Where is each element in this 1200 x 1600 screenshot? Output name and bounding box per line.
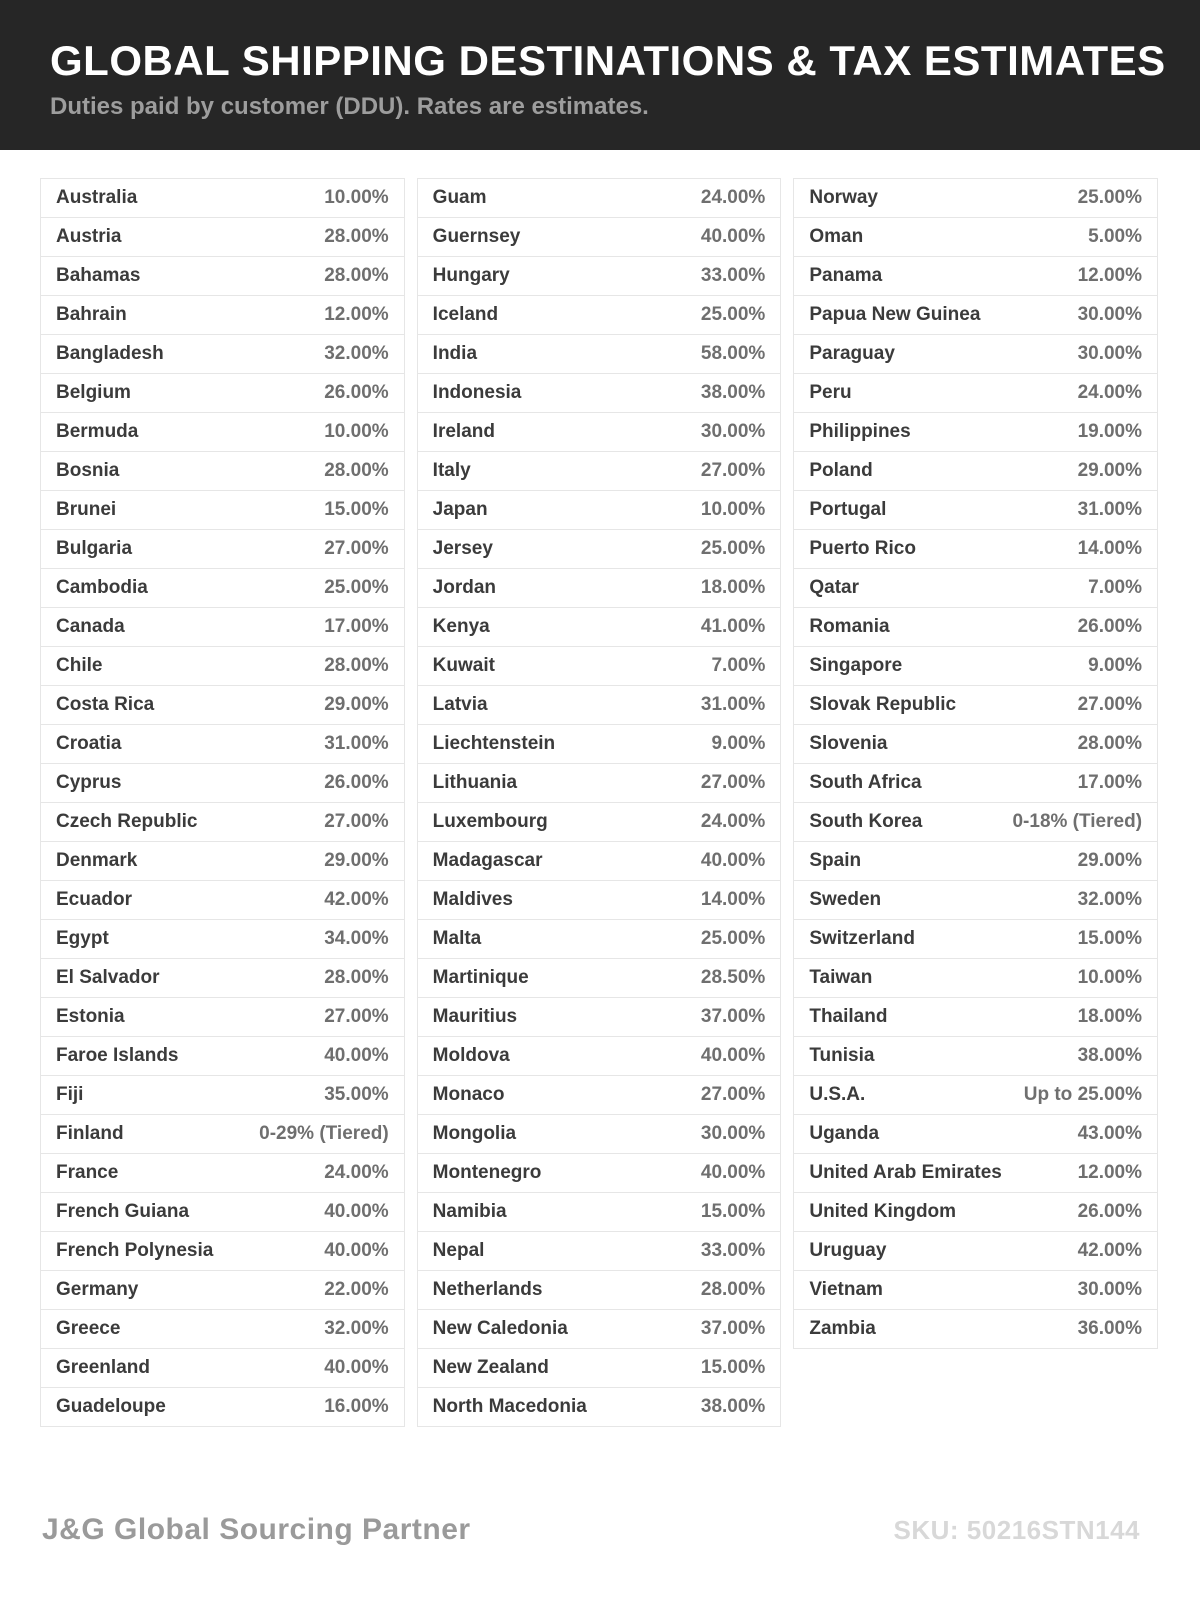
table-row — [793, 997, 1158, 1037]
table-row — [417, 1075, 782, 1115]
table-row — [417, 1387, 782, 1427]
tax-rate: 24.00% — [1077, 382, 1143, 403]
country-name: Estonia — [56, 1006, 125, 1027]
table-row — [793, 178, 1158, 218]
country-name: Paraguay — [809, 343, 895, 364]
table-row — [793, 1309, 1158, 1349]
country-name: Lithuania — [432, 772, 518, 793]
country-name: Egypt — [56, 928, 109, 949]
country-name: Australia — [56, 187, 138, 208]
table-row — [417, 412, 782, 452]
country-name: Philippines — [809, 421, 911, 442]
country-name: Peru — [809, 382, 852, 403]
table-row — [417, 1309, 782, 1349]
country-name: Slovak Republic — [809, 694, 957, 715]
tax-rate: 24.00% — [700, 187, 766, 208]
country-name: Brunei — [56, 499, 117, 520]
tax-rate: 32.00% — [324, 1318, 389, 1339]
table-row — [417, 295, 782, 335]
country-name: Taiwan — [809, 967, 873, 988]
tax-rate: 17.00% — [1077, 772, 1143, 793]
tax-rate: 42.00% — [1077, 1240, 1143, 1261]
tax-rate: 12.00% — [1077, 265, 1143, 286]
table-row — [40, 1192, 405, 1232]
country-name: New Zealand — [432, 1357, 549, 1378]
tax-rate: 24.00% — [324, 1162, 389, 1183]
country-name: Guernsey — [432, 226, 521, 247]
table-row — [793, 880, 1158, 920]
tax-rate: 27.00% — [1077, 694, 1143, 715]
table-row — [417, 1114, 782, 1154]
country-name: Iceland — [432, 304, 499, 325]
table-row — [40, 1348, 405, 1388]
table-row — [40, 256, 405, 296]
country-name: Guadeloupe — [56, 1396, 166, 1417]
country-name: South Korea — [809, 811, 923, 832]
table-row — [40, 724, 405, 764]
country-name: Norway — [809, 187, 878, 208]
country-name: Mongolia — [432, 1123, 517, 1144]
country-name: Italy — [432, 460, 471, 481]
country-name: Vietnam — [809, 1279, 883, 1300]
tax-rate: 24.00% — [700, 811, 766, 832]
country-name: France — [56, 1162, 119, 1183]
country-name: United Arab Emirates — [809, 1162, 1002, 1183]
tax-rate: 10.00% — [324, 187, 389, 208]
table-row — [417, 1231, 782, 1271]
rates-grid — [40, 178, 1158, 1427]
tax-rate: 29.00% — [1077, 460, 1143, 481]
tax-rate: 40.00% — [324, 1201, 389, 1222]
tax-rate: 17.00% — [324, 616, 389, 637]
tax-rate: 28.00% — [324, 967, 389, 988]
country-name: Faroe Islands — [56, 1045, 179, 1066]
tax-rate: 18.00% — [1077, 1006, 1143, 1027]
table-row — [417, 1153, 782, 1193]
table-row — [793, 451, 1158, 491]
table-row — [793, 958, 1158, 998]
country-name: Ireland — [432, 421, 495, 442]
country-name: Hungary — [432, 265, 510, 286]
country-name: Singapore — [809, 655, 903, 676]
table-row — [793, 802, 1158, 842]
table-row — [793, 841, 1158, 881]
tax-rate: 29.00% — [1077, 850, 1143, 871]
table-row — [417, 685, 782, 725]
table-row — [793, 1153, 1158, 1193]
country-name: Malta — [432, 928, 482, 949]
country-name: Bulgaria — [56, 538, 133, 559]
table-row — [417, 763, 782, 803]
table-row — [40, 607, 405, 647]
tax-rate: 15.00% — [700, 1357, 766, 1378]
country-name: Denmark — [56, 850, 138, 871]
country-name: Fiji — [56, 1084, 84, 1105]
table-row — [793, 763, 1158, 803]
country-name: Cambodia — [56, 577, 148, 598]
tax-rate: 10.00% — [700, 499, 766, 520]
tax-rate: 58.00% — [700, 343, 766, 364]
footer — [42, 1513, 1140, 1547]
tax-rate: 43.00% — [1077, 1123, 1143, 1144]
tax-rate: 40.00% — [324, 1357, 389, 1378]
country-name: Mauritius — [432, 1006, 518, 1027]
table-row — [40, 1231, 405, 1271]
table-row — [793, 295, 1158, 335]
country-name: Papua New Guinea — [809, 304, 981, 325]
table-row — [40, 1114, 405, 1154]
rates-column-1 — [40, 178, 405, 1427]
country-name: Luxembourg — [432, 811, 548, 832]
tax-rate: 19.00% — [1077, 421, 1143, 442]
table-row — [40, 217, 405, 257]
country-name: Thailand — [809, 1006, 888, 1027]
tax-rate: 28.00% — [700, 1279, 766, 1300]
table-row — [40, 1309, 405, 1349]
table-row — [793, 1075, 1158, 1115]
tax-rate: 26.00% — [324, 772, 389, 793]
tax-rate: 35.00% — [324, 1084, 389, 1105]
tax-rate: 15.00% — [324, 499, 389, 520]
tax-rate: 25.00% — [1077, 187, 1143, 208]
tax-rate: 7.00% — [711, 655, 766, 676]
country-name: Uruguay — [809, 1240, 887, 1261]
country-name: Monaco — [432, 1084, 505, 1105]
table-row — [40, 1387, 405, 1427]
tax-rate: 26.00% — [1077, 616, 1143, 637]
country-name: Bahamas — [56, 265, 141, 286]
country-name: Moldova — [432, 1045, 510, 1066]
country-name: Belgium — [56, 382, 131, 403]
country-name: Canada — [56, 616, 125, 637]
country-name: Bosnia — [56, 460, 120, 481]
tax-rate: 37.00% — [700, 1006, 766, 1027]
table-row — [40, 958, 405, 998]
tax-rate: 28.00% — [1077, 733, 1143, 754]
tax-rate: 34.00% — [324, 928, 389, 949]
table-row — [40, 490, 405, 530]
country-name: United Kingdom — [809, 1201, 957, 1222]
tax-rate: 28.00% — [324, 460, 389, 481]
country-name: Bermuda — [56, 421, 139, 442]
table-row — [40, 880, 405, 920]
tax-rate: 40.00% — [324, 1240, 389, 1261]
tax-rate: 38.00% — [700, 1396, 766, 1417]
table-row — [793, 724, 1158, 764]
country-name: Jersey — [432, 538, 493, 559]
table-row — [417, 997, 782, 1037]
table-row — [417, 607, 782, 647]
table-row — [793, 529, 1158, 569]
page-title: GLOBAL SHIPPING DESTINATIONS & TAX ESTIMATES — [50, 37, 1166, 84]
table-row — [793, 919, 1158, 959]
tax-rate: 31.00% — [1077, 499, 1143, 520]
tax-rate: 9.00% — [711, 733, 766, 754]
tax-rate: 40.00% — [700, 226, 766, 247]
table-row — [793, 607, 1158, 647]
tax-rate: 0-29% (Tiered) — [259, 1123, 389, 1144]
country-name: Sweden — [809, 889, 882, 910]
tax-rate: 31.00% — [700, 694, 766, 715]
tax-rate: 9.00% — [1088, 655, 1143, 676]
table-row — [793, 685, 1158, 725]
table-row — [40, 763, 405, 803]
country-name: Ecuador — [56, 889, 133, 910]
country-name: French Polynesia — [56, 1240, 214, 1261]
table-row — [417, 256, 782, 296]
tax-rate: 26.00% — [324, 382, 389, 403]
tax-rate: 14.00% — [700, 889, 766, 910]
table-row — [40, 646, 405, 686]
table-row — [417, 568, 782, 608]
tax-rate: 22.00% — [324, 1279, 389, 1300]
tax-rate: 38.00% — [1077, 1045, 1143, 1066]
tax-rate: 15.00% — [1077, 928, 1143, 949]
tax-rate: 40.00% — [700, 1045, 766, 1066]
table-row — [40, 568, 405, 608]
country-name: India — [432, 343, 478, 364]
country-name: Greece — [56, 1318, 121, 1339]
table-row — [793, 646, 1158, 686]
brand-name: J&G Global Sourcing Partner — [42, 1513, 471, 1546]
country-name: Netherlands — [432, 1279, 543, 1300]
table-row — [417, 724, 782, 764]
tax-rate: 29.00% — [324, 694, 389, 715]
tax-rate: 27.00% — [324, 811, 389, 832]
tax-rate: 40.00% — [700, 1162, 766, 1183]
country-name: Chile — [56, 655, 103, 676]
country-name: Panama — [809, 265, 883, 286]
tax-rate: 15.00% — [700, 1201, 766, 1222]
table-row — [417, 1270, 782, 1310]
table-row — [417, 451, 782, 491]
table-row — [40, 919, 405, 959]
tax-rate: 27.00% — [700, 772, 766, 793]
country-name: Austria — [56, 226, 122, 247]
table-row — [417, 178, 782, 218]
country-name: Kenya — [432, 616, 490, 637]
tax-rate: 32.00% — [324, 343, 389, 364]
country-name: Guam — [432, 187, 487, 208]
table-row — [793, 256, 1158, 296]
country-name: Kuwait — [432, 655, 495, 676]
table-row — [40, 1036, 405, 1076]
country-name: Zambia — [809, 1318, 876, 1339]
tax-rate: 38.00% — [700, 382, 766, 403]
table-row — [793, 1114, 1158, 1154]
country-name: Maldives — [432, 889, 513, 910]
tax-rate: 28.50% — [700, 967, 766, 988]
tax-rate: 16.00% — [324, 1396, 389, 1417]
country-name: Czech Republic — [56, 811, 198, 832]
table-row — [417, 1036, 782, 1076]
country-name: Nepal — [432, 1240, 485, 1261]
tax-rate: 42.00% — [324, 889, 389, 910]
country-name: Japan — [432, 499, 488, 520]
country-name: El Salvador — [56, 967, 160, 988]
country-name: Qatar — [809, 577, 859, 598]
country-name: Germany — [56, 1279, 139, 1300]
country-name: Portugal — [809, 499, 887, 520]
country-name: Tunisia — [809, 1045, 875, 1066]
country-name: Croatia — [56, 733, 122, 754]
table-row — [417, 958, 782, 998]
tax-rate: 31.00% — [324, 733, 389, 754]
table-row — [40, 802, 405, 842]
tax-rate: 29.00% — [324, 850, 389, 871]
country-name: South Africa — [809, 772, 922, 793]
table-row — [40, 997, 405, 1037]
table-row — [793, 490, 1158, 530]
country-name: Indonesia — [432, 382, 522, 403]
table-row — [40, 529, 405, 569]
table-row — [793, 412, 1158, 452]
rates-column-2 — [417, 178, 782, 1427]
rates-column-3 — [793, 178, 1158, 1349]
table-row — [793, 373, 1158, 413]
tax-rate: 14.00% — [1077, 538, 1143, 559]
tax-rate: 36.00% — [1077, 1318, 1143, 1339]
country-name: Montenegro — [432, 1162, 542, 1183]
country-name: New Caledonia — [432, 1318, 568, 1339]
table-row — [793, 1231, 1158, 1271]
sku-label: SKU: 50216STN144 — [893, 1515, 1140, 1545]
table-row — [793, 568, 1158, 608]
country-name: Finland — [56, 1123, 124, 1144]
table-row — [40, 1075, 405, 1115]
table-row — [793, 1192, 1158, 1232]
table-row — [40, 373, 405, 413]
country-name: Slovenia — [809, 733, 888, 754]
table-row — [40, 841, 405, 881]
tax-rate: 28.00% — [324, 655, 389, 676]
country-name: Cyprus — [56, 772, 122, 793]
table-row — [417, 841, 782, 881]
country-name: Liechtenstein — [432, 733, 556, 754]
table-row — [417, 529, 782, 569]
tax-rate: 28.00% — [324, 226, 389, 247]
country-name: Bangladesh — [56, 343, 164, 364]
tax-rate: 27.00% — [700, 460, 766, 481]
table-row — [417, 334, 782, 374]
tax-rate: 0-18% (Tiered) — [1012, 811, 1143, 832]
tax-rate: 12.00% — [324, 304, 389, 325]
country-name: Madagascar — [432, 850, 543, 871]
tax-rate: 25.00% — [700, 304, 766, 325]
country-name: Namibia — [432, 1201, 507, 1222]
tax-rate: 5.00% — [1088, 226, 1143, 247]
table-row — [40, 1270, 405, 1310]
country-name: Costa Rica — [56, 694, 155, 715]
table-row — [40, 412, 405, 452]
country-name: North Macedonia — [432, 1396, 587, 1417]
country-name: Bahrain — [56, 304, 127, 325]
tax-rate: 10.00% — [1077, 967, 1143, 988]
tax-rate: 7.00% — [1088, 577, 1143, 598]
tax-rate: 18.00% — [700, 577, 766, 598]
country-name: Uganda — [809, 1123, 880, 1144]
header-banner — [0, 0, 1200, 150]
country-name: Latvia — [432, 694, 488, 715]
country-name: Spain — [809, 850, 862, 871]
country-name: Greenland — [56, 1357, 150, 1378]
country-name: Romania — [809, 616, 890, 637]
country-name: Martinique — [432, 967, 529, 988]
tax-rate: 32.00% — [1077, 889, 1143, 910]
tax-rate: 27.00% — [700, 1084, 766, 1105]
tax-rate: 30.00% — [700, 421, 766, 442]
tax-rate: 25.00% — [700, 538, 766, 559]
table-row — [40, 685, 405, 725]
tax-rate: 33.00% — [700, 1240, 766, 1261]
tax-rate: 41.00% — [700, 616, 766, 637]
tax-rate: Up to 25.00% — [1023, 1084, 1143, 1105]
country-name: Switzerland — [809, 928, 915, 949]
table-row — [417, 1348, 782, 1388]
table-row — [417, 217, 782, 257]
country-name: Jordan — [432, 577, 497, 598]
table-row — [417, 1192, 782, 1232]
table-row — [40, 1153, 405, 1193]
table-row — [417, 919, 782, 959]
table-row — [793, 1270, 1158, 1310]
table-row — [417, 646, 782, 686]
page-subtitle: Duties paid by customer (DDU). Rates are estimates. — [50, 93, 649, 120]
tax-rate: 40.00% — [700, 850, 766, 871]
table-row — [40, 451, 405, 491]
table-row — [793, 1036, 1158, 1076]
tax-rate: 10.00% — [324, 421, 389, 442]
table-row — [40, 334, 405, 374]
tax-rate: 25.00% — [700, 928, 766, 949]
country-name: Puerto Rico — [809, 538, 916, 559]
country-name: French Guiana — [56, 1201, 190, 1222]
tax-rate: 30.00% — [1077, 304, 1143, 325]
tax-rate: 25.00% — [324, 577, 389, 598]
country-name: U.S.A. — [809, 1084, 866, 1105]
tax-rate: 27.00% — [324, 538, 389, 559]
tax-rate: 27.00% — [324, 1006, 389, 1027]
table-row — [417, 802, 782, 842]
country-name: Poland — [809, 460, 873, 481]
tax-rate: 26.00% — [1077, 1201, 1143, 1222]
table-row — [417, 490, 782, 530]
tax-rate: 28.00% — [324, 265, 389, 286]
tax-rate: 37.00% — [700, 1318, 766, 1339]
tax-rate: 30.00% — [1077, 343, 1143, 364]
tax-rate: 40.00% — [324, 1045, 389, 1066]
table-row — [417, 373, 782, 413]
tax-rate: 30.00% — [1077, 1279, 1143, 1300]
country-name: Oman — [809, 226, 864, 247]
table-row — [793, 217, 1158, 257]
tax-rate: 12.00% — [1077, 1162, 1143, 1183]
table-row — [417, 880, 782, 920]
table-row — [40, 295, 405, 335]
tax-rate: 33.00% — [700, 265, 766, 286]
table-row — [793, 334, 1158, 374]
table-row — [40, 178, 405, 218]
tax-rate: 30.00% — [700, 1123, 766, 1144]
